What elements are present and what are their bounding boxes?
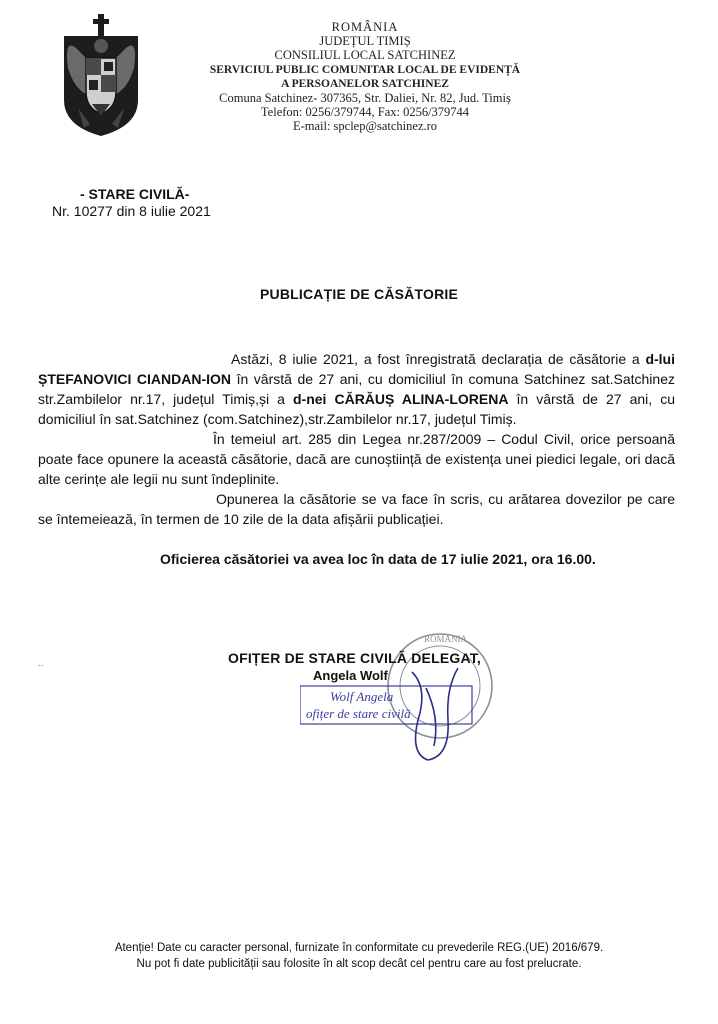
- header-council: CONSILIUL LOCAL SATCHINEZ: [274, 48, 456, 63]
- institution-header: [200, 20, 530, 134]
- privacy-line-2: Nu pot fi date publicității sau folosite în alt scop decât cel pentru care au fost prelucrate.: [136, 958, 582, 970]
- header-address: Comuna Satchinez- 307365, Str. Daliei, Nr. 82, Jud. Timiș: [219, 91, 511, 106]
- declaration-intro: Astăzi, 8 iulie 2021, a fost înregistrată declarația de căsătorie a: [231, 351, 646, 367]
- header-country: ROMÂNIA: [331, 20, 399, 34]
- document-title: PUBLICAȚIE DE CĂSĂTORIE: [259, 286, 459, 302]
- registry-block: [52, 186, 211, 220]
- paragraph-opposition: Opunerea la căsătorie se va face în scris, cu arătarea dovezilor pe care se întemeiează, în termen de 10 zile de la data afișării publicației.: [38, 491, 675, 527]
- coat-of-arms-logo: [56, 8, 146, 138]
- officer-title: OFIȚER DE STARE CIVILĂ DELEGAT,: [228, 650, 482, 666]
- header-service-2: A PERSOANELOR SATCHINEZ: [281, 77, 449, 90]
- groom-name: d-lui ȘTEFANOVICI CIANDAN-ION: [38, 351, 675, 387]
- groom-details: în vârstă de 27 ani, cu domiciliul în comuna Satchinez sat.Satchinez str.Zambilelor nr.17, județul Timiș,și a: [38, 371, 675, 407]
- paragraph-legal-basis: În temeiul art. 285 din Legea nr.287/2009 – Codul Civil, orice persoană poate face opunere la această căsătorie, dacă are cunoștiință de existența unei piedici legale, ori dacă alte cerințe ale legii nu sunt îndeplinite.: [38, 431, 675, 487]
- bride-name: d-nei CĂRĂUȘ ALINA-LORENA: [292, 391, 509, 407]
- stamp-name: Wolf Angela: [330, 689, 394, 704]
- header-service: SERVICIUL PUBLIC COMUNITAR LOCAL DE EVIDENȚĂ: [209, 63, 521, 76]
- paragraph-declaration: [38, 349, 675, 429]
- document-body: [38, 349, 675, 529]
- margin-mark: -·: [38, 660, 44, 670]
- registry-number: Nr. 10277 din 8 iulie 2021: [52, 203, 211, 219]
- handwritten-signature: [412, 668, 458, 760]
- header-email: E-mail: spclep@satchinez.ro: [292, 119, 438, 134]
- header-phone: Telefon: 0256/379744, Fax: 0256/379744: [260, 105, 470, 120]
- officer-name: Angela Wolf: [313, 668, 388, 683]
- stamp-title: ofițer de stare civilă: [306, 706, 411, 721]
- privacy-line-1: Atenție! Date cu caracter personal, furnizate în conformitate cu prevederile REG.(UE) 2016/679.: [114, 942, 604, 954]
- header-county: JUDEȚUL TIMIȘ: [319, 34, 411, 49]
- bride-details: în vârstă de 27 ani, cu domiciliul în sat.Satchinez (com.Satchinez),str.Zambilelor nr.17, județul Timiș.: [38, 391, 676, 427]
- registry-label: - STARE CIVILĂ-: [80, 186, 190, 202]
- seal-text: ROMÂNIA: [424, 634, 468, 644]
- privacy-notice: [0, 940, 718, 972]
- ceremony-date: Oficierea căsătoriei va avea loc în data de 17 iulie 2021, ora 16.00.: [160, 551, 596, 567]
